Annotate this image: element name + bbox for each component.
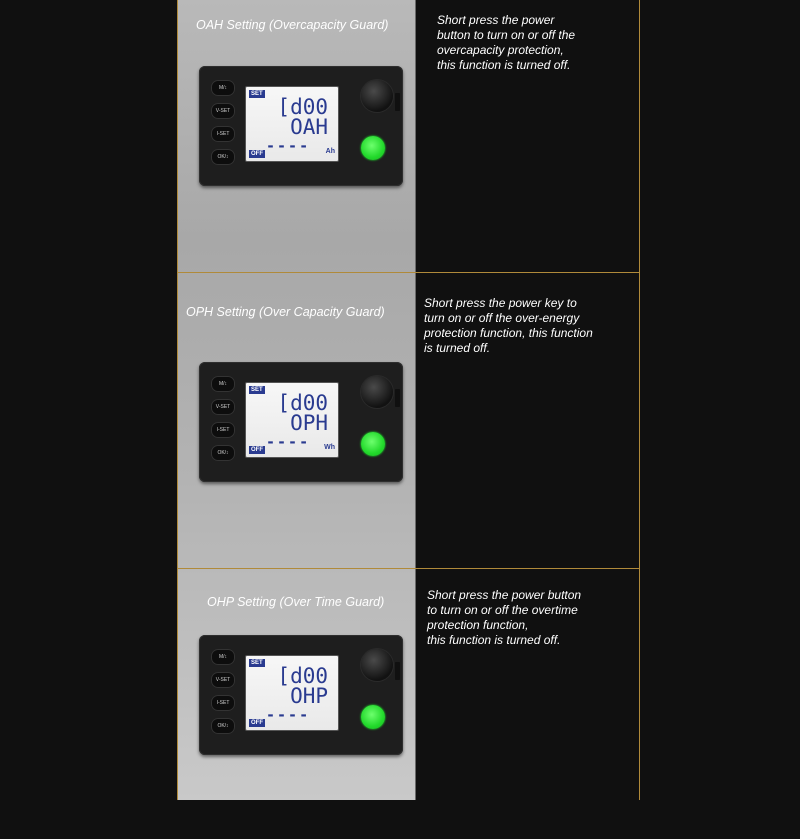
- ok-key[interactable]: OK/↕: [211, 718, 235, 734]
- lcd-line-2: OHP: [290, 684, 328, 708]
- section-oph: [178, 273, 639, 543]
- knob-tab: [395, 389, 400, 407]
- lcd-line-2: OAH: [290, 115, 328, 139]
- set-badge: SET: [251, 660, 263, 666]
- v-set-key[interactable]: V-SET: [211, 399, 235, 415]
- key-column: [211, 649, 235, 741]
- i-set-key[interactable]: I-SET: [211, 126, 235, 142]
- lcd-value: ----: [266, 706, 311, 724]
- description-line: protection function,: [427, 618, 529, 632]
- section-description: [427, 588, 581, 648]
- section-description: [424, 296, 593, 356]
- lcd-line-1: [d00: [277, 664, 328, 688]
- key-column: [211, 376, 235, 468]
- description-line: Short press the power key to: [424, 296, 577, 310]
- description-line: Short press the power: [437, 13, 555, 27]
- device-panel: [199, 362, 403, 482]
- description-line: overcapacity protection,: [437, 43, 564, 57]
- set-badge: SET: [251, 91, 263, 97]
- section-title: OHP Setting (Over Time Guard): [207, 595, 385, 609]
- ok-key[interactable]: OK/↕: [211, 445, 235, 461]
- rotary-knob[interactable]: [361, 376, 393, 408]
- set-badge: SET: [251, 387, 263, 393]
- section-description: [437, 13, 575, 73]
- device-panel: [199, 66, 403, 186]
- mode-key[interactable]: M/↕: [211, 80, 235, 96]
- knob-tab: [395, 662, 400, 680]
- description-line: to turn on or off the overtime: [427, 603, 578, 617]
- lcd-screen: [245, 655, 339, 731]
- v-set-key[interactable]: V-SET: [211, 103, 235, 119]
- lcd-line-2: OPH: [290, 411, 328, 435]
- frame-right-line: [639, 0, 640, 800]
- description-line: Short press the power button: [427, 588, 582, 602]
- off-badge: OFF: [251, 720, 263, 726]
- lcd-screen: [245, 86, 339, 162]
- lcd-screen: [245, 382, 339, 458]
- knob-tab: [395, 93, 400, 111]
- rotary-knob[interactable]: [361, 649, 393, 681]
- description-line: this function is turned off.: [437, 58, 571, 72]
- off-badge: OFF: [251, 447, 263, 453]
- mode-key[interactable]: M/↕: [211, 376, 235, 392]
- ok-key[interactable]: OK/↕: [211, 149, 235, 165]
- description-line: is turned off.: [424, 341, 491, 355]
- lcd-line-1: [d00: [277, 391, 328, 415]
- power-button-led[interactable]: [361, 705, 385, 729]
- description-line: button to turn on or off the: [437, 28, 576, 42]
- description-line: protection function, this function: [424, 326, 593, 340]
- off-badge: OFF: [251, 151, 263, 157]
- section-title: OPH Setting (Over Capacity Guard): [186, 305, 385, 319]
- i-set-key[interactable]: I-SET: [211, 422, 235, 438]
- lcd-line-1: [d00: [277, 95, 328, 119]
- section-oah: [178, 0, 639, 270]
- section-title: OAH Setting (Overcapacity Guard): [196, 18, 389, 32]
- description-line: turn on or off the over-energy: [424, 311, 580, 325]
- rotary-knob[interactable]: [361, 80, 393, 112]
- v-set-key[interactable]: V-SET: [211, 672, 235, 688]
- key-column: [211, 80, 235, 172]
- lcd-unit: Wh: [324, 444, 335, 451]
- lcd-unit: Ah: [325, 148, 335, 155]
- i-set-key[interactable]: I-SET: [211, 695, 235, 711]
- mode-key[interactable]: M/↕: [211, 649, 235, 665]
- power-button-led[interactable]: [361, 432, 385, 456]
- power-button-led[interactable]: [361, 136, 385, 160]
- lcd-value: ----: [266, 433, 311, 451]
- lcd-value: ----: [266, 137, 311, 155]
- device-panel: [199, 635, 403, 755]
- description-line: this function is turned off.: [427, 633, 561, 647]
- section-ohp: [178, 569, 639, 839]
